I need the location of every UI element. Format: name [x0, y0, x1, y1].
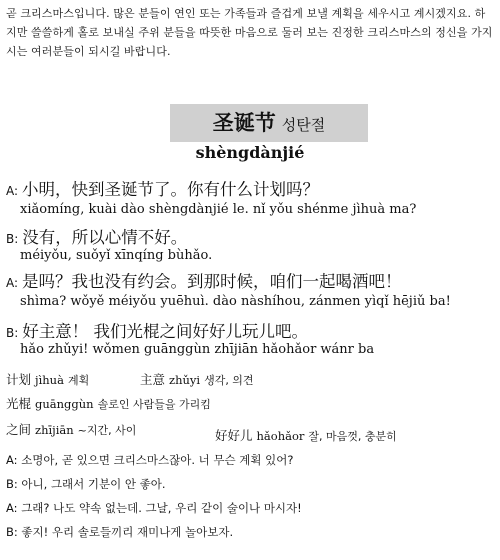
title-banner [170, 104, 368, 142]
translation-line: A: 소명아, 곧 있으면 크리스마스잖아. 너 무슨 계획 있어? [6, 453, 294, 467]
vocab-word: 主意 [140, 372, 166, 387]
vocab-pinyin: hǎohǎor [256, 429, 305, 443]
chinese-text: 没有，所以心情不好。 [22, 228, 188, 247]
title-chinese: 圣诞节 [212, 110, 276, 135]
vocab-word: 好好儿 [215, 428, 253, 443]
translation-line: B: 좋지! 우리 솔로들끼리 재미나게 놀아보자. [6, 525, 234, 539]
title-korean: 성탄절 [281, 116, 326, 134]
speaker-label: A: [6, 184, 19, 198]
vocab-item [140, 370, 254, 388]
vocab-meaning: 생각, 의견 [204, 374, 254, 387]
vocab-item [6, 394, 211, 412]
vocab-pinyin: zhǔyi [169, 373, 201, 387]
dialogue-line-1-chinese [6, 176, 319, 200]
vocab-word: 计划 [6, 372, 32, 387]
vocab-pinyin: jìhuà [35, 373, 64, 387]
vocab-meaning: 계획 [67, 374, 90, 387]
vocab-word: 之间 [6, 422, 32, 437]
chinese-text: 是吗？我也没有约会。到那时候，咱们一起喝酒吧！ [22, 272, 402, 291]
dialogue-line-2-pinyin: méiyǒu, suǒyǐ xīnqíng bùhǎo. [20, 248, 213, 263]
vocab-meaning: ~지간, 사이 [77, 424, 137, 437]
vocab-word: 光棍 [6, 396, 32, 411]
vocab-item [6, 370, 89, 388]
translation-line: A: 그래? 나도 약속 없는데. 그날, 우리 같이 술이나 마시자! [6, 501, 302, 515]
dialogue-line-4-pinyin: hǎo zhǔyi! wǒmen guānggùn zhījiān hǎohǎor wánr ba [20, 342, 375, 357]
vocab-item [215, 426, 397, 444]
dialogue-line-3-pinyin: shìma? wǒyě méiyǒu yuēhuì. dào nàshíhou, zánmen yìqǐ hējiǔ ba! [20, 294, 451, 309]
speaker-label: B: [6, 232, 19, 246]
chinese-text: 小明，快到圣诞节了。你有什么计划吗？ [22, 180, 320, 199]
vocab-meaning: 잘, 마음껏, 충분히 [308, 430, 397, 443]
dialogue-line-2-chinese [6, 224, 187, 248]
dialogue-line-1-pinyin: xiǎomíng, kuài dào shèngdànjié le. nǐ yǒu shénme jìhuà ma? [20, 202, 417, 217]
title-pinyin: shèngdànjié [195, 143, 305, 162]
dialogue-line-3-chinese [6, 268, 402, 292]
speaker-label: A: [6, 276, 19, 290]
dialogue-line-4-chinese [6, 318, 308, 342]
chinese-text: 好主意！ 我们光棍之间好好儿玩儿吧。 [22, 322, 309, 341]
vocab-meaning: 솔로인 사람들을 가리킴 [97, 398, 211, 411]
vocab-item [6, 420, 136, 438]
vocab-pinyin: guānggùn [35, 397, 94, 411]
translation-line: B: 아니, 그래서 기분이 안 좋아. [6, 477, 166, 491]
vocab-pinyin: zhījiān [35, 423, 74, 437]
speaker-label: B: [6, 326, 19, 340]
intro-paragraph: 곧 크리스마스입니다. 많은 분들이 연인 또는 가족들과 즐겁게 보낼 계획을 세우시고 계시겠지요. 하지만 쓸쓸하게 홀로 보내실 주위 분들을 따뜻한 마음으로 둘러 보는 진정한 크리스마스의 정신을 가지시는 여러분들이 되시길 바랍니다. [6, 7, 493, 58]
